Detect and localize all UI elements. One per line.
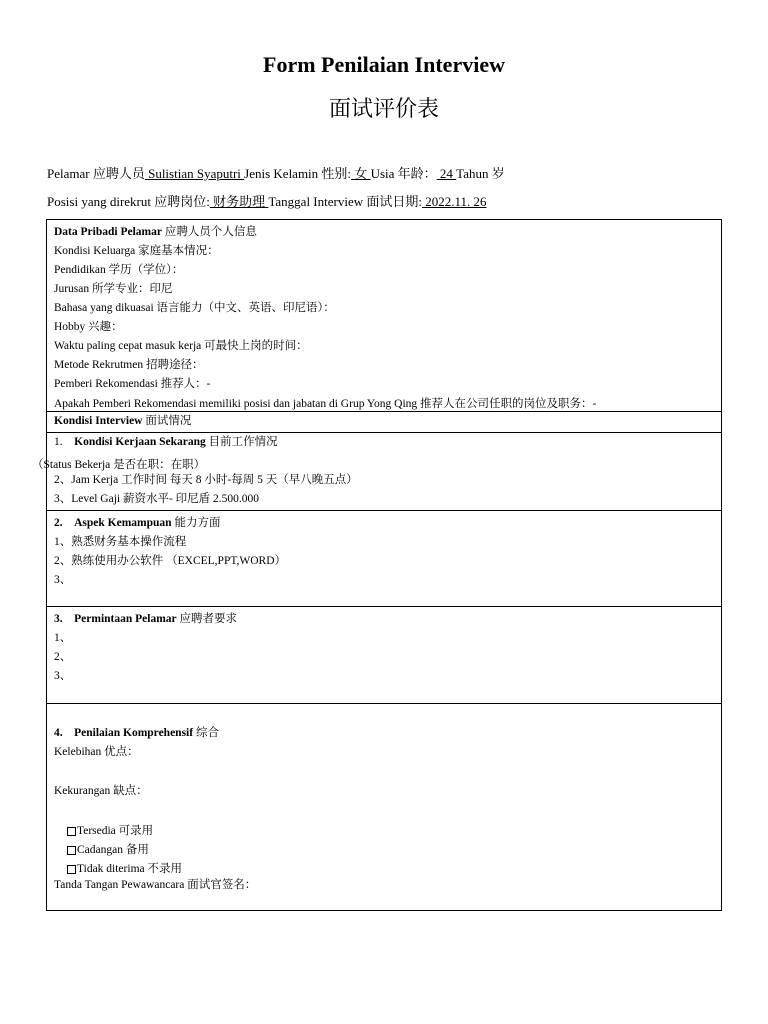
pelamar-label: Pelamar 应聘人员 bbox=[47, 166, 145, 181]
field-education: Pendidikan 学历（学位）： bbox=[54, 264, 184, 276]
divider bbox=[47, 606, 721, 607]
strengths-label: Kelebihan 优点： bbox=[54, 746, 139, 758]
option-reject[interactable] bbox=[67, 860, 182, 876]
position-info-line bbox=[47, 191, 487, 210]
field-language: Bahasa yang dikuasai 语言能力（中文、英语、印尼语）： bbox=[54, 302, 335, 314]
gender-label: Jenis Kelamin 性别: bbox=[244, 166, 352, 181]
section-1-title: Kondisi Kerjaan Sekarang bbox=[74, 436, 206, 448]
section-4-title-cn: 综合 bbox=[195, 727, 219, 739]
applicant-info-line bbox=[47, 163, 505, 182]
interview-date-label: Tanggal Interview 面试日期: bbox=[268, 194, 422, 209]
section-1-title-cn: 目前工作情况 bbox=[208, 436, 278, 448]
option-reject-label: Tidak diterima 不录用 bbox=[77, 863, 182, 875]
interviewer-signature-label: Tanda Tangan Pewawancara 面试官签名： bbox=[54, 879, 257, 891]
checkbox-icon[interactable] bbox=[67, 846, 76, 855]
section-4-number: 4. bbox=[54, 727, 63, 739]
option-hire-label: Tersedia 可录用 bbox=[77, 825, 154, 837]
section-3-number: 3. bbox=[54, 613, 63, 625]
divider bbox=[47, 510, 721, 511]
section-2-item: 1、熟悉财务基本操作流程 bbox=[54, 536, 187, 548]
gender-value: 女 bbox=[351, 166, 371, 181]
section-2-title-cn: 能力方面 bbox=[174, 517, 221, 529]
section-3-item: 2、 bbox=[54, 651, 72, 663]
weaknesses-label: Kekurangan 缺点： bbox=[54, 785, 148, 797]
section-3-heading bbox=[54, 610, 237, 626]
section-4-heading bbox=[54, 724, 219, 740]
section-1-item: 2、Jam Kerja 工作时间 每天 8 小时-每周 5 天（早八晚五点） bbox=[54, 474, 358, 486]
interview-condition-label: Kondisi Interview bbox=[54, 415, 143, 427]
option-reserve-label: Cadangan 备用 bbox=[77, 844, 149, 856]
section-3-title-cn: 应聘者要求 bbox=[179, 613, 238, 625]
page-subtitle: 面试评价表 bbox=[328, 96, 439, 121]
interview-condition-heading bbox=[54, 412, 191, 428]
section-3-item: 1、 bbox=[54, 632, 72, 644]
page-title: Form Penilaian Interview bbox=[263, 52, 505, 77]
checkbox-icon[interactable] bbox=[67, 827, 76, 836]
personal-data-heading-label: Data Pribadi Pelamar bbox=[54, 226, 162, 238]
years-label: Tahun 岁 bbox=[456, 166, 505, 181]
personal-data-heading-cn: 应聘人员个人信息 bbox=[164, 226, 257, 238]
field-hobby: Hobby 兴趣： bbox=[54, 321, 123, 333]
field-recruit-method: Metode Rekrutmen 招聘途径： bbox=[54, 359, 204, 371]
section-3-item: 3、 bbox=[54, 670, 72, 682]
section-4-title: Penilaian Komprehensif bbox=[74, 727, 194, 739]
pelamar-value: Sulistian Syaputri bbox=[144, 166, 245, 181]
personal-data-heading bbox=[54, 223, 257, 239]
age-value: 24 bbox=[436, 166, 457, 181]
checkbox-icon[interactable] bbox=[67, 865, 76, 874]
field-referrer: Pemberi Rekomendasi 推荐人：- bbox=[54, 378, 211, 390]
divider bbox=[47, 703, 721, 704]
field-start-time: Waktu paling cepat masuk kerja 可最快上岗的时间： bbox=[54, 340, 308, 352]
age-label: Usia 年龄： bbox=[370, 166, 437, 181]
field-major: Jurusan 所学专业：印尼 bbox=[54, 283, 173, 295]
option-hire[interactable] bbox=[67, 822, 153, 838]
section-1-item: （Status Bekerja 是否在职：在职） bbox=[32, 459, 206, 471]
interview-condition-cn: 面试情况 bbox=[145, 415, 192, 427]
section-2-item: 3、 bbox=[54, 574, 72, 586]
interview-date-value: 2022.11. 26 bbox=[421, 194, 487, 209]
section-2-item: 2、熟练使用办公软件 （EXCEL,PPT,WORD） bbox=[54, 555, 287, 567]
section-2-number: 2. bbox=[54, 517, 63, 529]
section-3-title: Permintaan Pelamar bbox=[74, 613, 177, 625]
section-1-heading bbox=[54, 433, 278, 449]
section-2-title: Aspek Kemampuan bbox=[74, 517, 172, 529]
position-label: Posisi yang direkrut 应聘岗位: bbox=[47, 194, 210, 209]
section-2-heading bbox=[54, 514, 220, 530]
section-1-number: 1. bbox=[54, 436, 63, 448]
field-family: Kondisi Keluarga 家庭基本情况： bbox=[54, 245, 219, 257]
option-reserve[interactable] bbox=[67, 841, 149, 857]
position-value: 财务助理 bbox=[209, 194, 269, 209]
field-referrer-position: Apakah Pemberi Rekomendasi memiliki posisi dan jabatan di Grup Yong Qing 推荐人在公司任职的岗位及职务：- bbox=[54, 398, 597, 410]
section-1-item: 3、Level Gaji 薪资水平- 印尼盾 2.500.000 bbox=[54, 493, 260, 505]
